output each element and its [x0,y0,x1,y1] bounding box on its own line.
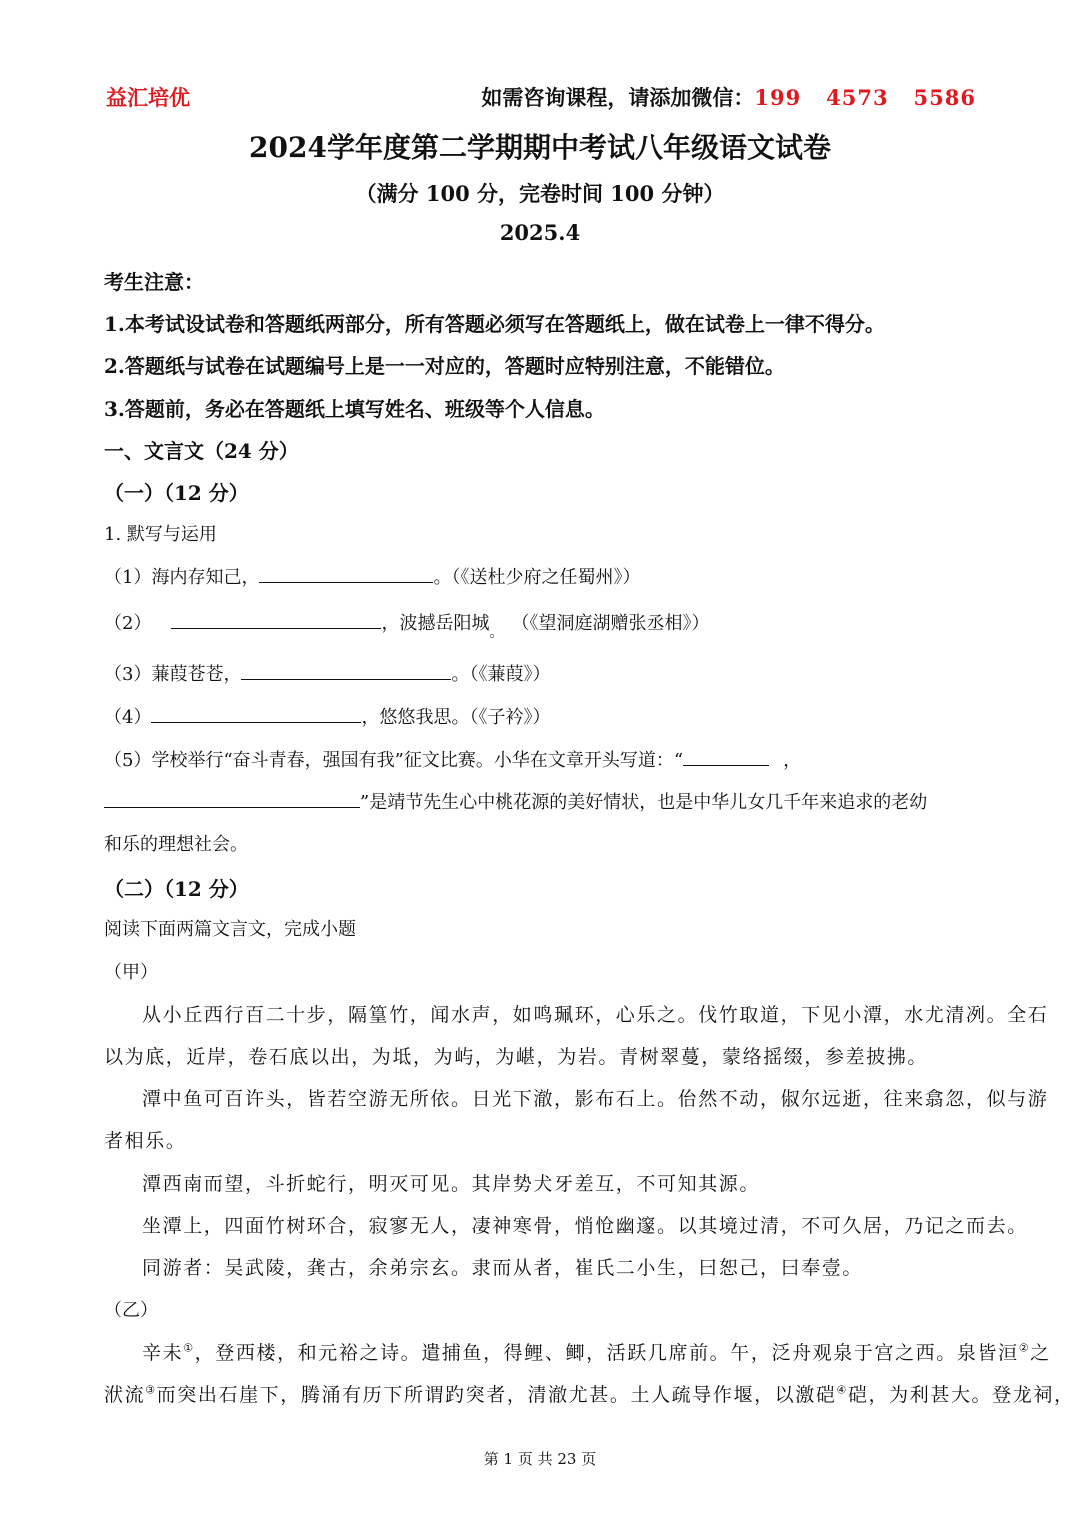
footnote-marker: ② [1018,1341,1031,1355]
contact-line [481,82,976,112]
answer-blank[interactable] [151,704,361,723]
fill-item-5-line-3: 和乐的理想社会。 [104,834,248,855]
fill-item-5-line-1 [104,746,801,772]
notice-item-1: 1.本考试设试卷和答题纸两部分，所有答题必须写在答题纸上，做在试卷上一律不得分。 [104,312,885,336]
answer-blank[interactable] [104,789,360,808]
fill-item-3 [104,660,550,686]
classical-line [104,1380,1075,1407]
item-text: 。（《蒹葭》） [451,664,551,685]
brand-name: 益汇培优 [106,85,190,110]
item-text: ”是靖节先生心中桃花源的美好情状，也是中华儿女几千年来追求的老幼 [360,792,928,813]
item-number: （1） [104,567,152,588]
part-heading-2: （二）（12 分） [104,877,249,901]
line-text: ，登西楼，和元裕之诗。遣捕鱼，得鲤、鲫，活跃几席前。午，泛舟观泉于宫之西。泉皆洹 [194,1342,1019,1364]
footnote-marker: ① [183,1341,195,1355]
footnote-marker: ③ [145,1383,157,1397]
question-title: 1. 默写与运用 [104,524,217,545]
line-text: 洑流 [104,1384,146,1406]
reading-intro: 阅读下面两篇文言文，完成小题 [104,919,356,940]
fill-item-1 [104,563,640,589]
footnote-marker: ④ [836,1383,848,1397]
item-source: （《望洞庭湖赠张丞相》） [511,613,710,634]
item-text: 蒹葭苍苍， [151,664,242,685]
answer-blank[interactable] [241,661,451,680]
item-text: （5）学校举行“奋斗青春，强国有我”征文比赛。小华在文章开头写道：“ [104,750,684,771]
item-text: ， [783,750,802,771]
item-number: （2） [104,613,152,634]
classical-line: 者相乐。 [104,1130,187,1152]
part-heading-1: （一）（12 分） [104,481,249,505]
item-number: （4） [104,707,152,728]
page-number: 第 1 页 共 23 页 [483,1450,597,1468]
classical-line [142,1338,1051,1365]
item-text: 海内存知己， [151,567,260,588]
answer-blank[interactable] [259,564,433,583]
item-number: （3） [104,664,152,685]
fill-item-4 [104,703,550,729]
text-label-yi: （乙） [104,1300,158,1321]
fill-item-5-line-2 [104,788,927,814]
item-text: 。（《送杜少府之任蜀州》） [433,567,641,588]
line-text: 辛未 [142,1342,184,1364]
wechat-number: 199 4573 5586 [754,85,976,110]
classical-line: 坐潭上，四面竹树环合，寂寥无人，凄神寒骨，悄怆幽邃。以其境过清，不可久居，乃记之而去。 [142,1215,1028,1237]
exam-date: 2025.4 [499,220,581,245]
fill-item-2 [104,609,710,641]
classical-line: 潭中鱼可百许头，皆若空游无所依。日光下澈，影布石上。佁然不动，俶尔远逝，往来翕忽，似与游 [142,1088,1049,1110]
contact-prefix: 如需咨询课程，请添加微信： [481,85,755,110]
notice-item-3: 3.答题前，务必在答题纸上填写姓名、班级等个人信息。 [104,397,605,421]
line-text: 硙，为利甚大。登龙祠， [847,1384,1075,1406]
item-text: ，波撼岳阳城 [381,613,490,634]
notice-heading: 考生注意： [104,270,204,294]
exam-subtitle: （满分 100 分，完卷时间 100 分钟） [355,181,725,206]
line-text: 而突出石崖下，腾涌有历下所谓趵突者，清澈尤甚。土人疏导作堰，以激硙 [156,1384,837,1406]
item-punct: 。 [489,625,504,641]
exam-title: 2024学年度第二学期期中考试八年级语文试卷 [249,131,831,164]
answer-blank[interactable] [171,610,381,629]
item-text: ，悠悠我思。（《子衿》） [361,707,551,728]
classical-line: 潭西南而望，斗折蛇行，明灭可见。其岸势犬牙差互，不可知其源。 [142,1173,761,1195]
text-label-jia: （甲） [104,962,158,983]
classical-line: 从小丘西行百二十步，隔篁竹，闻水声，如鸣珮环，心乐之。伐竹取道，下见小潭，水尤清冽。全石 [142,1004,1049,1026]
classical-line: 以为底，近岸，卷石底以出，为坻，为屿，为嵁，为岩。青树翠蔓，蒙络摇缀，参差披拂。 [104,1046,929,1068]
section-heading: 一、文言文（24 分） [104,439,299,463]
answer-blank[interactable] [683,747,769,766]
classical-line: 同游者：吴武陵，龚古，余弟宗玄。隶而从者，崔氏二小生，曰恕己，曰奉壹。 [142,1257,864,1279]
line-text: 之 [1030,1342,1051,1364]
notice-item-2: 2.答题纸与试卷在试题编号上是一一对应的，答题时应特别注意，不能错位。 [104,354,785,378]
